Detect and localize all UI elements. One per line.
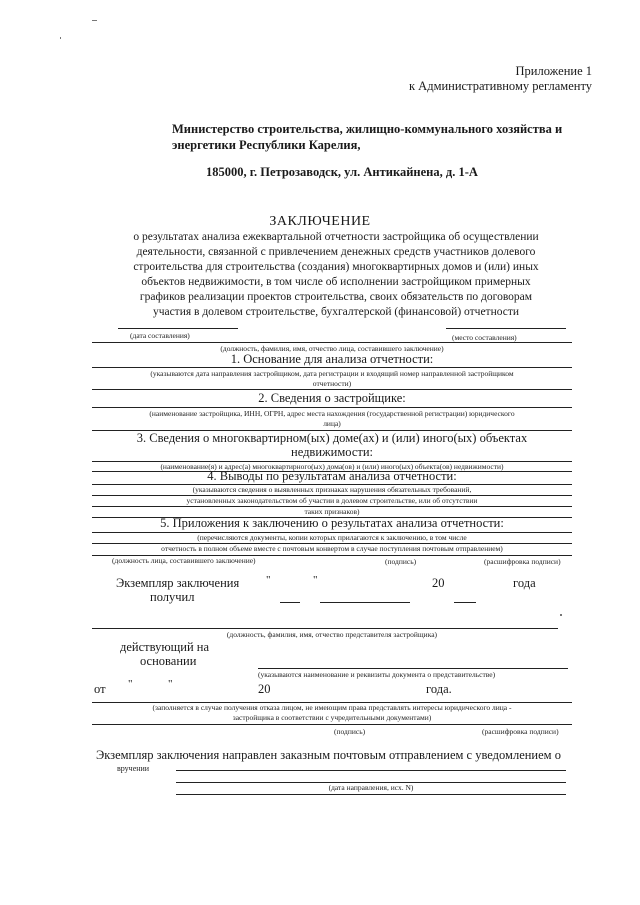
intro-line: объектов недвижимости, в том числе об исполнении застройщиком примерных — [141, 276, 531, 288]
section-1-line — [92, 367, 572, 368]
regulation-label: к Административному регламенту — [408, 79, 592, 93]
rep-line — [92, 628, 558, 629]
section-3-heading: 3. Сведения о многоквартирном(ых) доме(ах) и (или) иного(ых) объектах — [136, 431, 528, 445]
section-2-heading: 2. Сведения о застройщике: — [258, 391, 406, 405]
ministry-address: 185000, г. Петрозаводск, ул. Антикайнена, д. 1-А — [206, 165, 478, 179]
attach-caption-2: отчетность в полном объеме вместе с почтовым конвертом в случае поступления почтовым отправлением) — [161, 544, 503, 553]
appendix-label: Приложение 1 — [515, 64, 592, 78]
decode-caption-2: (расшифровка подписи) — [482, 727, 559, 736]
scan-speck — [560, 614, 562, 616]
refusal-caption-1: (заполняется в случае получения отказа лицом, не имеющим права представлять интересы юридического лица - — [152, 703, 512, 712]
attach-caption-1: (перечисляются документы, копии которых прилагаются к заключению, в том числе — [197, 533, 467, 542]
place-caption: (место составления) — [452, 333, 517, 342]
day-line — [280, 602, 300, 603]
acting-label: действующий на — [120, 640, 210, 654]
year-word-2: года. — [426, 682, 452, 696]
from-label: от — [94, 682, 106, 696]
intro-line: о результатах анализа ежеквартальной отчетности застройщика об осуществлении — [133, 231, 539, 243]
author-caption: (должность, фамилия, имя, отчество лица, составившего заключение) — [220, 344, 444, 353]
sentdate-caption: (дата направления, исх. N) — [328, 783, 414, 792]
decode-caption: (расшифровка подписи) — [484, 557, 561, 566]
scan-speck — [92, 20, 97, 21]
signer-caption: (должность лица, составившего заключение) — [112, 556, 256, 565]
signature-caption: (подпись) — [385, 557, 417, 566]
delivery-label: вручении — [117, 764, 150, 773]
developer-caption-2: лица) — [323, 419, 341, 428]
refusal-bottom-line — [92, 724, 572, 725]
author-line — [92, 342, 572, 343]
section-1-bottom-line — [92, 389, 572, 390]
ministry-line-1: Министерство строительства, жилищно-коммунального хозяйства и — [172, 122, 563, 136]
section-4-heading: 4. Выводы по результатам анализа отчетности: — [207, 469, 457, 483]
year-prefix-2: 20 — [258, 682, 271, 696]
year-word: года — [513, 576, 536, 590]
rep-caption: (должность, фамилия, имя, отчество представителя застройщика) — [226, 630, 438, 639]
intro-line: деятельности, связанной с привлечением денежных средств участников долевого — [136, 246, 536, 258]
quote-close: " — [313, 574, 318, 586]
intro-line: строительства для строительства (создания) многоквартирных домов и (или) иных — [133, 261, 539, 273]
intro-line: участия в долевом строительстве, бухгалтерской (финансовой) отчетности — [152, 306, 520, 318]
sent-line-3 — [176, 794, 566, 795]
year-line — [454, 602, 476, 603]
sent-line-1 — [176, 770, 566, 771]
refusal-caption-2: застройщика в соответствии с учредительными документами) — [232, 713, 432, 722]
findings-caption-2: установленных законодательством об участии в долевом строительстве, или об отсутствии — [186, 496, 478, 505]
date-caption: (дата составления) — [130, 331, 190, 340]
basis-caption: (указываются дата направления застройщиком, дата регистрации и входящий номер направленной застройщиком — [150, 369, 514, 378]
quote-open-2: " — [128, 678, 133, 690]
intro-line: графиков реализации проектов строительства, своих обязательств по договорам — [139, 291, 533, 303]
acting-label-2: основании — [140, 654, 197, 668]
scan-speck — [60, 37, 61, 39]
document-title: ЗАКЛЮЧЕНИЕ — [269, 214, 371, 229]
year-prefix: 20 — [432, 576, 445, 590]
section-2-line — [92, 407, 572, 408]
month-line — [320, 602, 410, 603]
section-3-heading-2: недвижимости: — [291, 445, 373, 459]
copy-received-label-2: получил — [150, 590, 195, 604]
copy-received-label: Экземпляр заключения — [116, 576, 240, 590]
date-line — [118, 328, 238, 329]
ministry-line-2: энергетики Республики Карелия, — [172, 138, 361, 152]
objects-caption: (наименование(я) и адрес(а) многоквартирного(ых) дома(ов) и (или) иного(ых) объекта(ов) недвижимости) — [160, 462, 504, 471]
findings-caption-1: (указываются сведения о выявленных признаках нарушения обязательных требований, — [192, 485, 472, 494]
quote-close-2: " — [168, 678, 173, 690]
signature-caption-2: (подпись) — [334, 727, 366, 736]
section-1-heading: 1. Основание для анализа отчетности: — [230, 352, 434, 366]
sent-line: Экземпляр заключения направлен заказным почтовым отправлением с уведомлением о — [96, 748, 561, 762]
quote-open: " — [266, 574, 271, 586]
place-line — [446, 328, 566, 329]
basis-caption-2: отчетности) — [312, 379, 352, 388]
section-5-heading: 5. Приложения к заключению о результатах анализа отчетности: — [160, 516, 504, 530]
findings-caption-3: таких признаков) — [304, 507, 360, 516]
repdoc-line — [258, 668, 568, 669]
repdoc-caption: (указываются наименование и реквизиты документа о представительстве) — [258, 670, 496, 679]
developer-caption: (наименование застройщика, ИНН, ОГРН, адрес места нахождения (государственной регистрации) юридического — [149, 409, 515, 418]
